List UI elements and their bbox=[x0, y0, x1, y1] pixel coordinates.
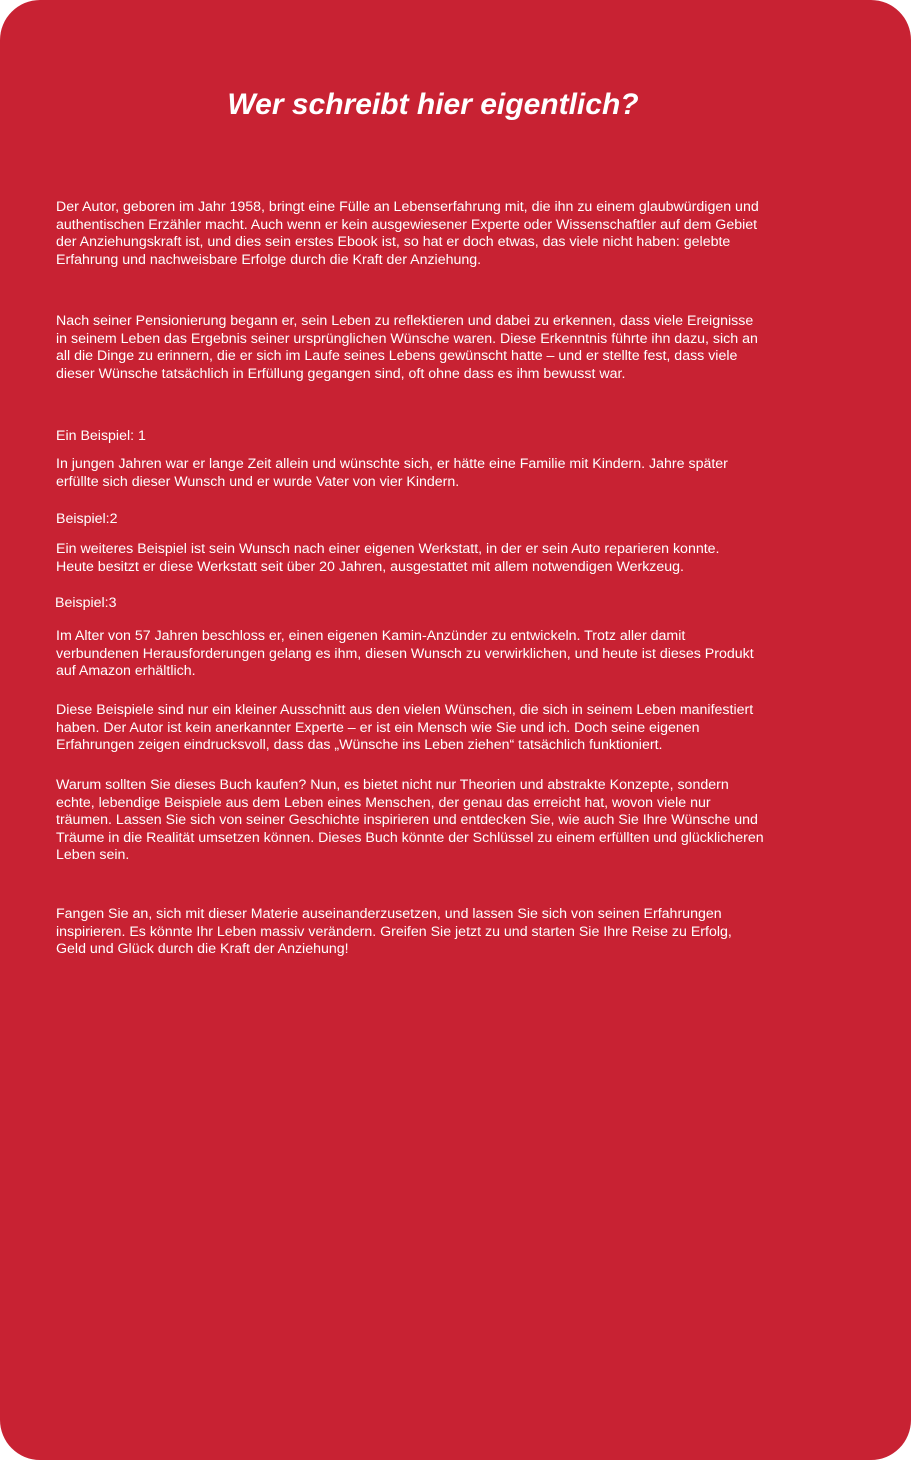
example-1-label: Ein Beispiel: 1 bbox=[56, 428, 146, 444]
call-to-action-paragraph: Fangen Sie an, sich mit dieser Materie auseinanderzusetzen, und lassen Sie sich von seinen Erfahrungen inspirieren. Es könnte Ihr Leben massiv verändern. Greifen Sie jetzt zu und starten Sie Ihre Reise zu Erfolg, Geld und Glück durch die Kraft der Anziehung! bbox=[56, 906, 732, 957]
example-1-paragraph: In jungen Jahren war er lange Zeit allein und wünschte sich, er hätte eine Familie mit Kindern. Jahre später erfüllte sich dieser Wunsch und er wurde Vater von vier Kindern. bbox=[56, 456, 728, 490]
pension-paragraph: Nach seiner Pensionierung begann er, sein Leben zu reflektieren und dabei zu erkennen, dass viele Ereignisse in seinem Leben das Ergebnis seiner ursprünglichen Wünsche waren. Diese Erkenntnis führte ihn dazu, sich an all die Dinge zu erinnern, die er sich im Laufe seines Lebens gewünscht hatte – und er stellte fest, dass viele dieser Wünsche tatsächlich in Erfüllung gegangen sind, oft ohne dass es ihm bewusst war. bbox=[56, 313, 758, 382]
summary-paragraph: Diese Beispiele sind nur ein kleiner Ausschnitt aus den vielen Wünschen, die sich in seinem Leben manifestiert haben. Der Autor ist kein anerkannter Experte – er ist ein Mensch wie Sie und ich. Doch seine eigenen Erfahrungen zeigen eindrucksvoll, dass das „Wünsche ins Leben ziehen“ tatsächlich funktioniert. bbox=[56, 702, 754, 753]
page-title: Wer schreibt hier eigentlich? bbox=[227, 88, 639, 121]
why-buy-paragraph: Warum sollten Sie dieses Buch kaufen? Nun, es bietet nicht nur Theorien und abstrakte Konzepte, sondern echte, lebendige Beispiele aus dem Leben eines Menschen, der genau das erreicht hat, wovon viele nur träumen. Lassen Sie sich von seiner Geschichte inspirieren und entdecken Sie, wie auch Sie Ihre Wünsche und Träume in die Realität umsetzen können. Dieses Buch könnte der Schlüssel zu einem erfüllten und glücklicheren Leben sein. bbox=[56, 777, 764, 863]
example-3-paragraph: Im Alter von 57 Jahren beschloss er, einen eigenen Kamin-Anzünder zu entwickeln. Trotz aller damit verbundenen Herausforderungen gelang es ihm, diesen Wunsch zu verwirklichen, und heute ist dieses Produkt auf Amazon erhältlich. bbox=[56, 628, 754, 679]
example-2-paragraph: Ein weiteres Beispiel ist sein Wunsch nach einer eigenen Werkstatt, in der er sein Auto reparieren konnte. Heute besitzt er diese Werkstatt seit über 20 Jahren, ausgestattet mit allem notwendigen Werkzeug. bbox=[56, 541, 720, 575]
example-2-label: Beispiel:2 bbox=[56, 511, 118, 527]
intro-paragraph: Der Autor, geboren im Jahr 1958, bringt eine Fülle an Lebenserfahrung mit, die ihn zu einem glaubwürdigen und authentischen Erzähler macht. Auch wenn er kein ausgewiesener Experte oder Wissenschaftler auf dem Gebiet der Anziehungskraft ist, und dies sein erstes Ebook ist, so hat er doch etwas, das viele nicht haben: gelebte Erfahrung und nachweisbare Erfolge durch die Kraft der Anziehung. bbox=[56, 199, 759, 268]
example-3-label: Beispiel:3 bbox=[55, 595, 117, 611]
